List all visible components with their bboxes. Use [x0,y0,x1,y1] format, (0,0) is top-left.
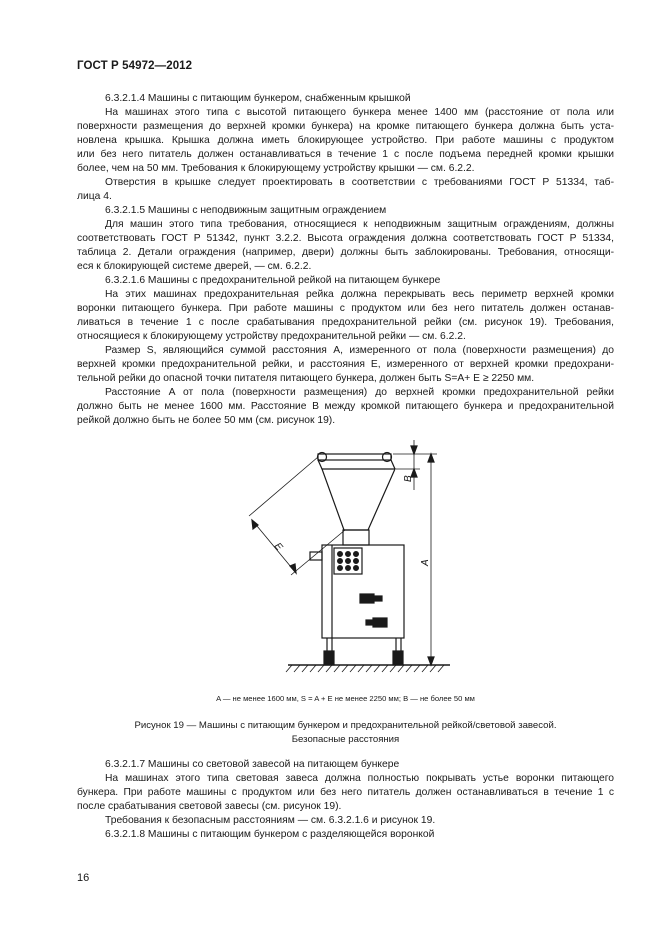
paragraph-line: или без него питатель должен останавливаться в течение 1 с после подъема передней кромки крышки [77,149,614,160]
document-header: ГОСТ Р 54972—2012 [77,60,193,72]
label-e: E [271,540,285,554]
side-outlet [310,552,322,560]
paragraph-line: Требования к безопасным расстояниям — см. 6.3.2.1.6 и рисунок 19. [105,815,436,826]
paragraph-line: Размер S, являющийся суммой расстояния A, измеренного от пола (поверхности размещения) до [105,345,614,356]
section-heading-6-3-2-1-7: 6.3.2.1.7 Машины со световой завесой на питающем бункере [105,759,400,770]
paragraph-line: Для машин этого типа требования, относящиеся к неподвижным защитным ограждениям, должны [105,219,614,230]
paragraph-line: бункера. При работе машины с продуктом или без него питатель должен останавливаться в течение 1 с [77,787,614,798]
page-number: 16 [77,872,90,884]
paragraph-line: верхней кромки предохранительной рейки, и расстояния E, измеренного от верхней кромки предохрани- [77,359,614,370]
machine-foot [324,651,334,665]
paragraph-line: более, чем на 50 мм. Требования к блокирующему устройству крышки — см. 6.2.2. [77,163,475,174]
section-heading-6-3-2-1-6: 6.3.2.1.6 Машины с предохранительной рейкой на питающем бункере [105,275,441,286]
paragraph-line: таблица 2. Детали ограждения (например, двери) должны быть заблокированы. Требования, относящи- [77,247,614,258]
paragraph-line: тельной рейки до опасной точки питателя питающего бункера, должен быть S=A+ E ≥ 2250 мм. [77,373,535,384]
paragraph-line: поверхности размещения до верхней кромки бункера) на кромке питающего бункера должна быть уста- [77,121,614,132]
machine-foot [393,651,403,665]
section-heading-6-3-2-1-5: 6.3.2.1.5 Машины с неподвижным защитным ограждением [105,205,387,216]
paragraph-line: ливаться в течение 1 с после срабатывания предохранительной рейки (см. рисунок 19). Требования, [77,317,614,328]
figure-caption-line-2: Безопасные расстояния [291,734,400,745]
handle [373,618,387,627]
section-heading-6-3-2-1-4: 6.3.2.1.4 Машины с питающим бункером, снабженным крышкой [105,93,411,104]
paragraph-line: На машинах этого типа с высотой питающего бункера менее 1400 мм (расстояние от пола или [105,107,614,118]
paragraph-line: новлена крышка. Крышка должна иметь блокирующее устройство. При работе машины с продуктом [77,135,614,146]
section-heading-6-3-2-1-8: 6.3.2.1.8 Машины с питающим бункером с разделяющейся воронкой [105,829,435,840]
paragraph-line: соответствовать ГОСТ Р 51342, пункт 3.2.2. Высота ограждения должна соответствовать ГОСТ Р 51334, [77,233,614,244]
floor-hatching [286,665,444,672]
feed-hopper [322,469,395,530]
paragraph-line: На этих машинах предохранительная рейка должна перекрывать весь периметр верхней кромки [105,289,614,300]
safety-rail [318,454,391,460]
paragraph-line: рейкой должно быть не более 50 мм (см. рисунок 19). [77,415,336,426]
paragraph-line: должно быть не менее 1600 мм. Расстояние B между кромкой питающего бункера и предохранительной [77,401,614,412]
paragraph-line: относящиеся к блокирующему устройству предохранительной рейки — см. 6.2.2. [77,331,466,342]
label-a: A [420,559,431,566]
paragraph-line: еся к блокирующей системе дверей, — см. 6.2.2. [77,261,312,272]
handle [360,594,374,603]
paragraph-line: Отверстия в крышке следует проектировать в соответствии с требованиями ГОСТ Р 51334, таб- [105,177,614,188]
figure-notes: A — не менее 1600 мм, S = A + E не менее 2250 мм; B — не более 50 мм [216,694,475,703]
figure-caption: Рисунок 19 — Машины с питающим бункером и предохранительной рейкой/световой завесой. [134,720,557,731]
paragraph-line: после срабатывания световой завесы (см. рисунок 19). [77,801,342,812]
hopper-neck [343,530,369,545]
paragraph-line: Расстояние A от пола (поверхности размещения) до верхней кромки предохранительной рейки [105,387,614,398]
paragraph-line: лица 4. [77,191,112,202]
paragraph-line: На машинах этого типа световая завеса должна полностью покрывать устье воронки питающего [105,773,614,784]
paragraph-line: воронки питающего бункера. При работе машины с продуктом или без него питатель должен останав- [77,303,614,314]
label-b: B [403,475,414,482]
